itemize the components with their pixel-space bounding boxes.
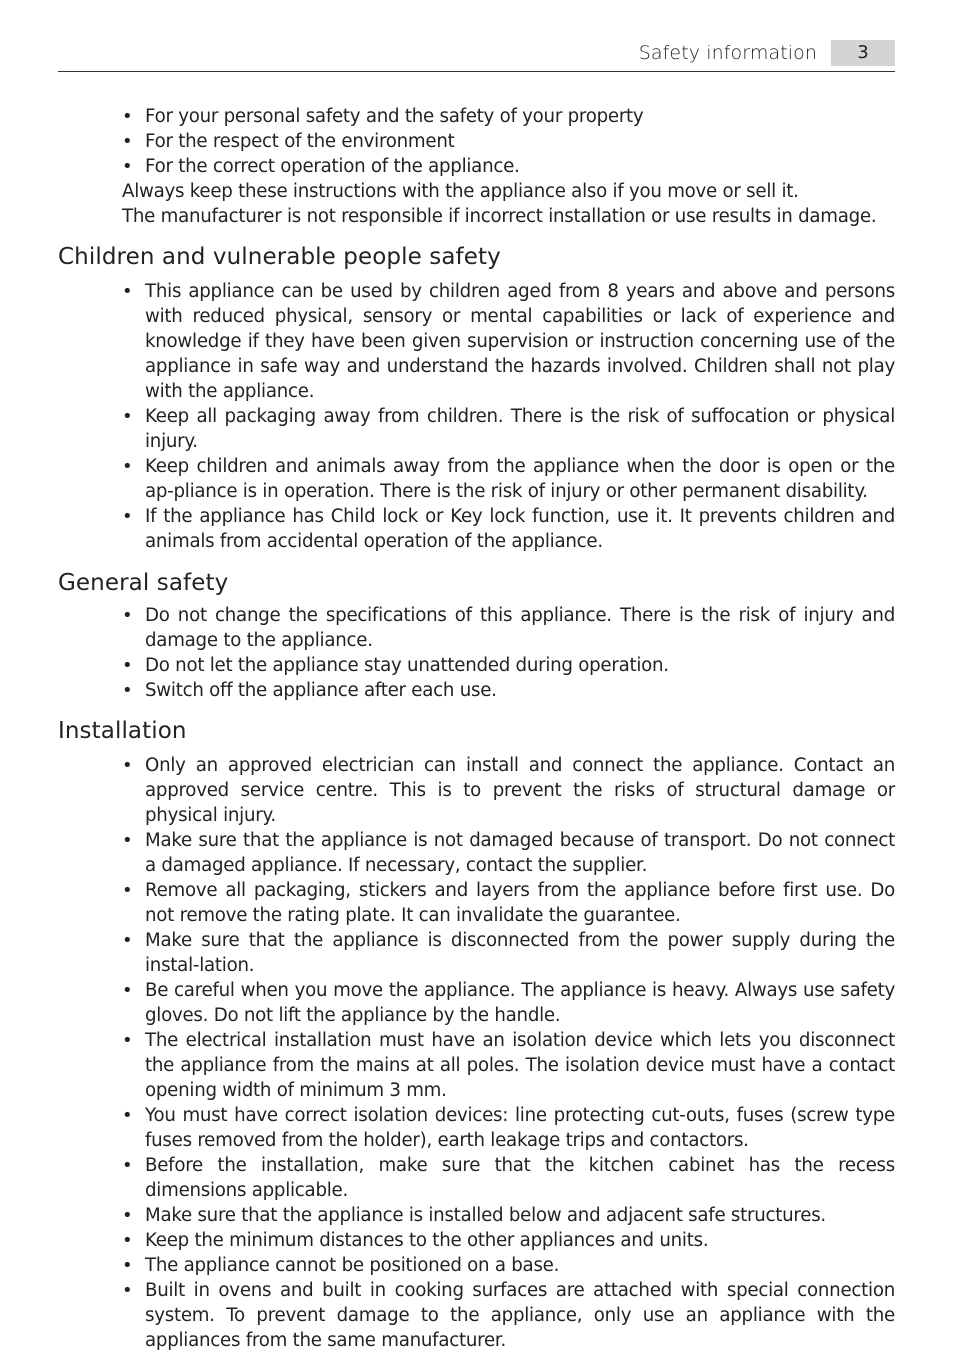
page-content [58, 104, 895, 1353]
list-item-text: The appliance cannot be positioned on a base. [145, 1255, 560, 1276]
section-heading-general-safety: General safety [58, 570, 229, 596]
list-item-text: This appliance can be used by children aged from 8 years and above and persons with reduced physical, sensory or mental capabilities or lack of experience and knowledge if they have been given supervision or instruction concerning use of the appliance in safe way and understand the hazards involved. Children shall not play with the appliance. [145, 281, 895, 402]
bullet-icon: • [122, 106, 133, 127]
intro-paragraph: The manufacturer is not responsible if incorrect installation or use results in damage. [122, 206, 877, 227]
bullet-icon: • [122, 680, 133, 701]
list-item [58, 653, 895, 678]
general-safety-list [58, 603, 895, 703]
list-item [58, 404, 895, 454]
bullet-icon: • [122, 1255, 133, 1276]
list-item [58, 1228, 895, 1253]
bullet-icon: • [122, 1280, 133, 1301]
installation-list [58, 753, 895, 1353]
list-item [58, 104, 895, 129]
list-item [58, 504, 895, 554]
list-item [58, 454, 895, 504]
list-item-text: Be careful when you move the appliance. The appliance is heavy. Always use safety gloves. Do not lift the appliance by the handle. [145, 980, 895, 1026]
section-heading-children-safety: Children and vulnerable people safety [58, 244, 501, 270]
list-item-text: Do not change the specifications of this appliance. There is the risk of injury and damage to the appliance. [145, 605, 895, 651]
list-item-text: Only an approved electrician can install and connect the appliance. Contact an approved service centre. This is to prevent the risks of structural damage or physical injury. [145, 755, 895, 826]
bullet-icon: • [122, 655, 133, 676]
list-item [58, 1153, 895, 1203]
bullet-icon: • [122, 755, 133, 776]
list-item-text: Do not let the appliance stay unattended during operation. [145, 655, 669, 676]
bullet-icon: • [122, 605, 133, 626]
bullet-icon: • [122, 1155, 133, 1176]
bullet-icon: • [122, 1105, 133, 1126]
list-item-text: Make sure that the appliance is not damaged because of transport. Do not connect a damaged appliance. If necessary, contact the supplier. [145, 830, 895, 876]
bullet-icon: • [122, 980, 133, 1001]
bullet-icon: • [122, 281, 133, 302]
bullet-icon: • [122, 406, 133, 427]
list-item-text: For the respect of the environment [145, 131, 455, 152]
list-item-text: Keep children and animals away from the appliance when the door is open or the ap-pliance is in operation. There is the risk of injury or other permanent disability. [145, 456, 895, 502]
list-item [58, 678, 895, 703]
section-heading-installation: Installation [58, 718, 187, 744]
list-item [58, 603, 895, 653]
list-item-text: The electrical installation must have an isolation device which lets you disconnect the appliance from the mains at all poles. The isolation device must have a contact opening width of minimum 3 mm. [145, 1030, 895, 1101]
list-item-text: Remove all packaging, stickers and layers from the appliance before first use. Do not remove the rating plate. It can invalidate the guarantee. [145, 880, 895, 926]
list-item [58, 753, 895, 828]
list-item [58, 828, 895, 878]
bullet-icon: • [122, 506, 133, 527]
list-item [58, 279, 895, 404]
bullet-icon: • [122, 456, 133, 477]
list-item [58, 1203, 895, 1228]
bullet-icon: • [122, 880, 133, 901]
list-item-text: For your personal safety and the safety of your property [145, 106, 644, 127]
list-item [58, 928, 895, 978]
header-title: Safety information [638, 42, 817, 64]
list-item-text: Make sure that the appliance is installed below and adjacent safe structures. [145, 1205, 826, 1226]
list-item [58, 1253, 895, 1278]
list-item [58, 1278, 895, 1353]
list-item-text: If the appliance has Child lock or Key lock function, use it. It prevents children and animals from accidental operation of the appliance. [145, 506, 895, 552]
list-item [58, 1028, 895, 1103]
list-item-text: Before the installation, make sure that the kitchen cabinet has the recess dimensions applicable. [145, 1155, 895, 1201]
bullet-icon: • [122, 1205, 133, 1226]
list-item-text: Switch off the appliance after each use. [145, 680, 497, 701]
bullet-icon: • [122, 1230, 133, 1251]
bullet-icon: • [122, 1030, 133, 1051]
list-item-text: Built in ovens and built in cooking surfaces are attached with special connection system. To prevent damage to the appliance, only use an appliance with the appliances from the same manufacturer. [145, 1280, 895, 1351]
list-item-text: For the correct operation of the appliance. [145, 156, 520, 177]
list-item [58, 978, 895, 1028]
list-item-text: Keep the minimum distances to the other appliances and units. [145, 1230, 709, 1251]
list-item-text: You must have correct isolation devices: line protecting cut-outs, fuses (screw type fuses removed from the holder), earth leakage trips and contactors. [145, 1105, 895, 1151]
page-number: 3 [831, 40, 895, 66]
intro-paragraph: Always keep these instructions with the appliance also if you move or sell it. [122, 181, 799, 202]
page-header [58, 40, 895, 72]
bullet-icon: • [122, 930, 133, 951]
bullet-icon: • [122, 830, 133, 851]
bullet-icon: • [122, 131, 133, 152]
list-item [58, 154, 895, 179]
list-item-text: Make sure that the appliance is disconnected from the power supply during the instal-lation. [145, 930, 895, 976]
list-item [58, 878, 895, 928]
children-safety-list [58, 279, 895, 554]
list-item [58, 1103, 895, 1153]
list-item [58, 129, 895, 154]
list-item-text: Keep all packaging away from children. There is the risk of suffocation or physical injury. [145, 406, 895, 452]
bullet-icon: • [122, 156, 133, 177]
intro-bullet-list [58, 104, 895, 179]
